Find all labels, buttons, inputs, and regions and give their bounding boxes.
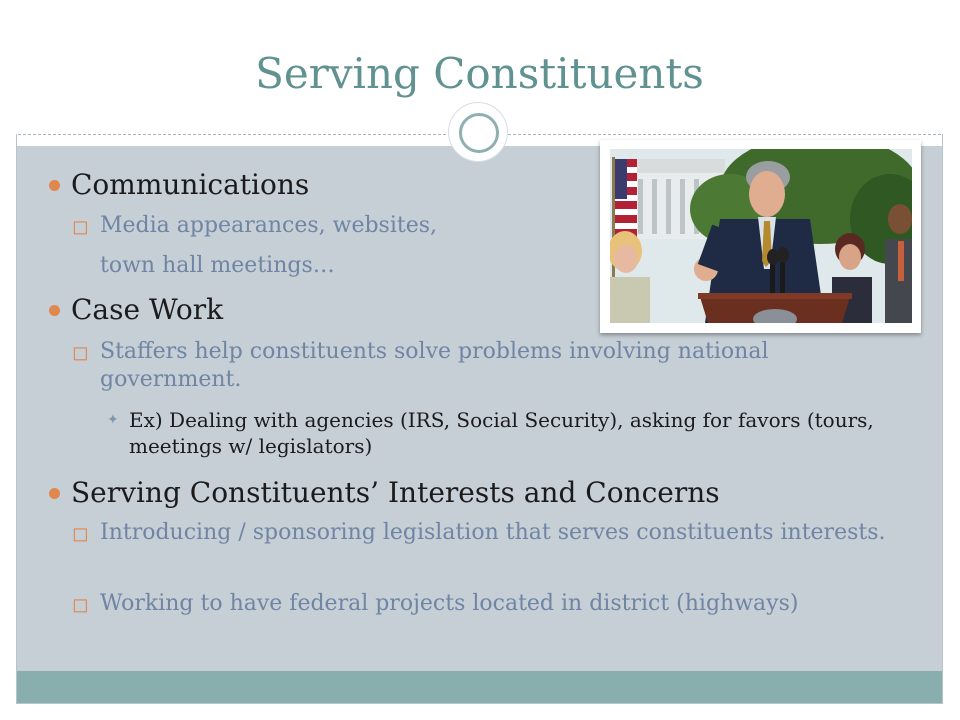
bullet-case-work bbox=[71, 293, 223, 327]
sub-bullet-text: Introducing / sponsoring legislation that serves constituents interests. bbox=[100, 520, 886, 545]
four-point-star-bullet-icon: ✦ bbox=[107, 412, 119, 428]
sub-sub-bullet-example bbox=[107, 407, 919, 459]
bullet-text: Case Work bbox=[71, 293, 224, 326]
hollow-square-bullet-icon: ◻ bbox=[72, 340, 89, 364]
sub-bullet-text: Working to have federal projects located in district (highways) bbox=[100, 591, 799, 616]
bullet-dot-icon bbox=[49, 488, 60, 499]
footer-bar bbox=[17, 671, 942, 703]
bullet-serving-interests bbox=[71, 476, 720, 510]
sub-bullet-media bbox=[72, 212, 520, 280]
slide-title: Serving Constituents bbox=[255, 49, 704, 98]
bullet-text: Serving Constituents’ Interests and Concerns bbox=[71, 476, 720, 509]
sub-bullet-text: Staffers help constituents solve problems involving national government. bbox=[100, 339, 769, 392]
bullet-text: Communications bbox=[71, 168, 310, 201]
hollow-square-bullet-icon: ◻ bbox=[72, 521, 89, 545]
sub-bullet-staffers bbox=[72, 338, 900, 394]
bullet-dot-icon bbox=[49, 180, 60, 191]
bullet-communications bbox=[71, 168, 309, 202]
decorative-circle-icon bbox=[449, 103, 507, 161]
sub-sub-bullet-text: Ex) Dealing with agencies (IRS, Social Security), asking for favors (tours, meetings w/ legislators) bbox=[129, 408, 874, 458]
bullet-dot-icon bbox=[49, 305, 60, 316]
sub-bullet-projects bbox=[72, 590, 920, 618]
sub-bullet-line2: town hall meetings… bbox=[100, 253, 335, 278]
hollow-square-bullet-icon: ◻ bbox=[72, 214, 89, 238]
hollow-square-bullet-icon: ◻ bbox=[72, 592, 89, 616]
sub-bullet-line1: Media appearances, websites, bbox=[100, 213, 438, 238]
press-conference-photo bbox=[610, 149, 912, 323]
sub-bullet-legislation bbox=[72, 519, 900, 547]
